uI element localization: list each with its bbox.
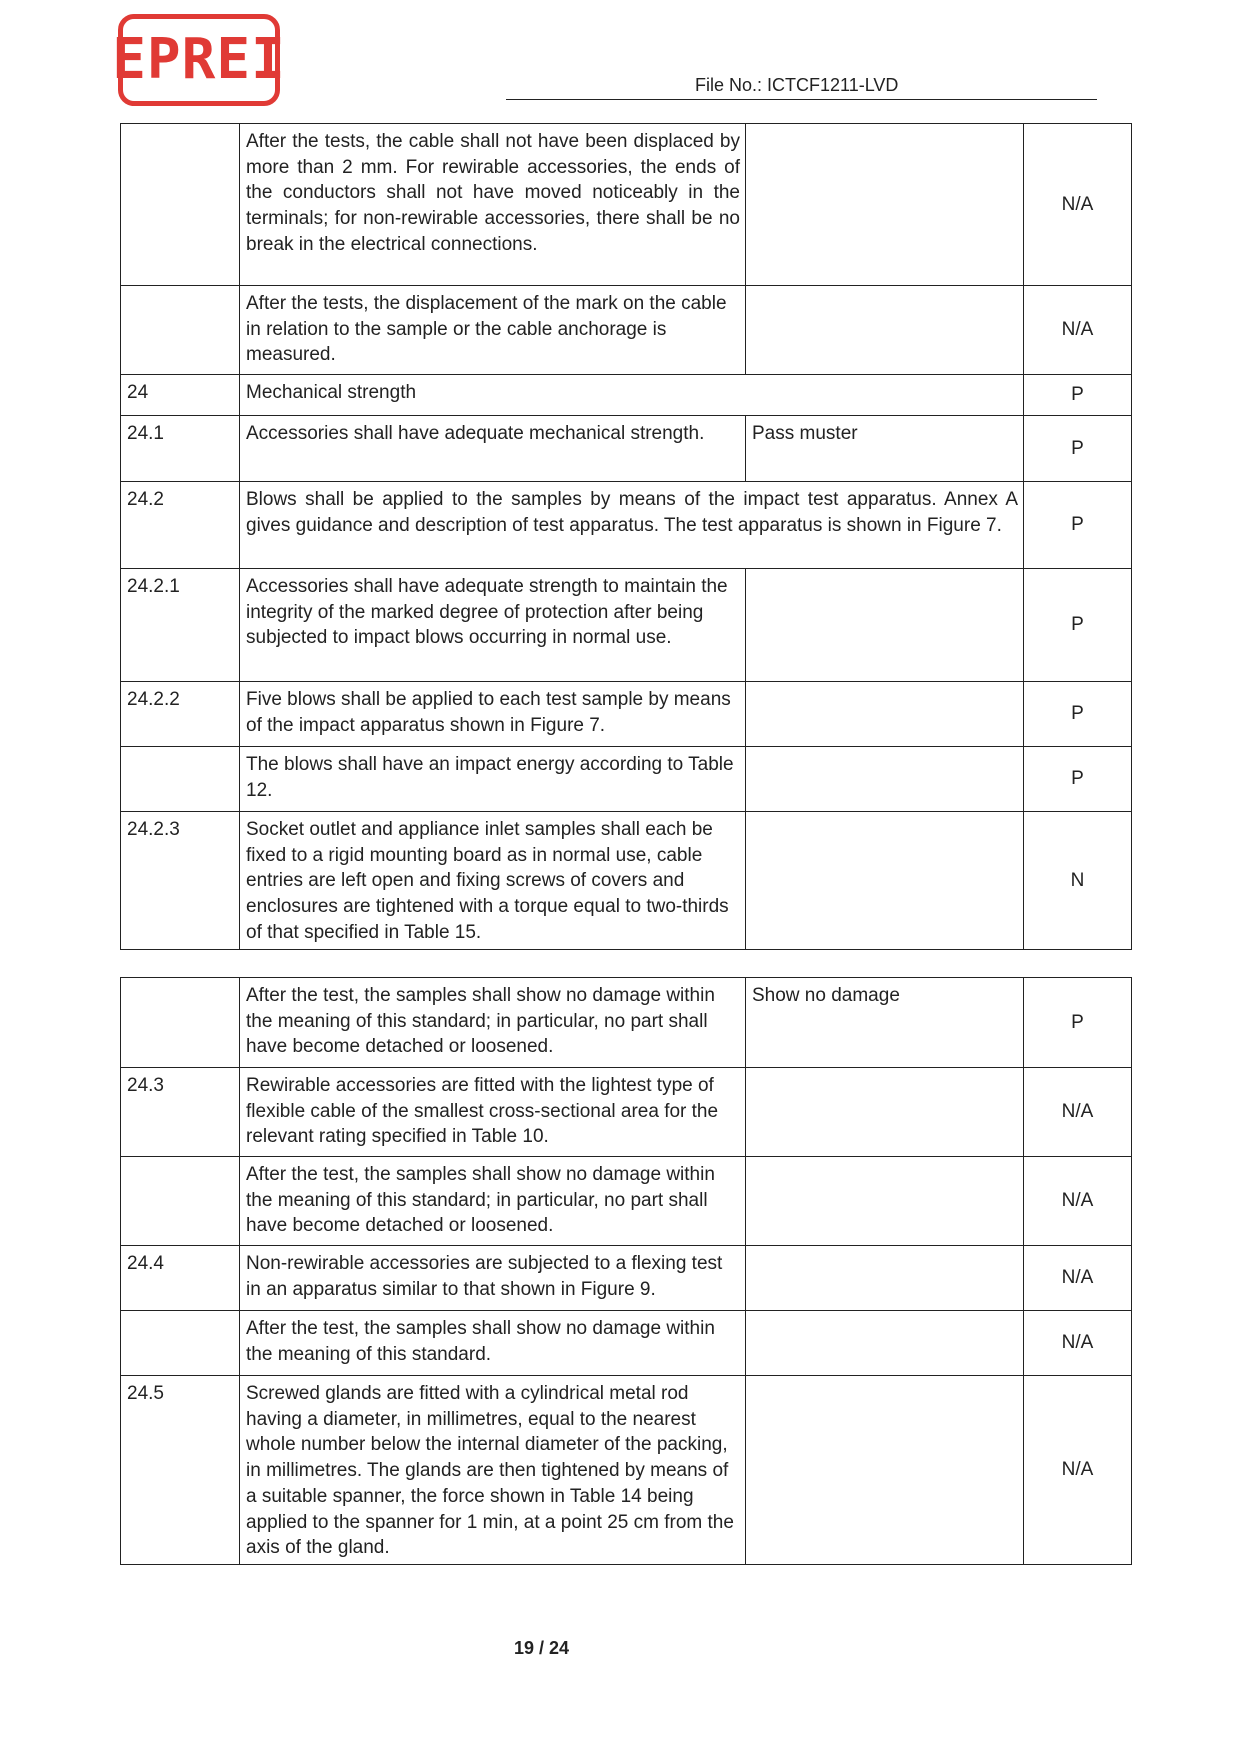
remark-cell xyxy=(746,1311,1024,1376)
verdict-cell: N/A xyxy=(1024,124,1132,286)
page-number: 19 / 24 xyxy=(513,1638,570,1658)
requirement-cell: After the tests, the displacement of the mark on the cable in relation to the sample or the cable anchorage is measured. xyxy=(240,286,746,375)
remark-cell xyxy=(746,682,1024,747)
verdict-cell: N/A xyxy=(1024,1157,1132,1246)
table-row xyxy=(121,569,1132,682)
remark-cell: Pass muster xyxy=(746,416,1024,482)
verdict-cell: P xyxy=(1024,682,1132,747)
table-row xyxy=(121,1246,1132,1311)
clause-cell xyxy=(121,1311,240,1376)
requirement-cell: Rewirable accessories are fitted with the lightest type of flexible cable of the smallest cross-sectional area for the relevant rating specified in Table 10. xyxy=(240,1068,746,1157)
file-number: File No.: ICTCF1211-LVD xyxy=(506,72,1097,100)
logo-text: EPREI xyxy=(112,27,286,92)
requirement-cell: After the tests, the cable shall not have been displaced by more than 2 mm. For rewirable accessories, the ends of the conductors shall not have moved noticeably in the terminals; for non-rewirable accessories, there shall be no break in the electrical connections. xyxy=(240,124,746,286)
table-row xyxy=(121,375,1132,416)
remark-cell xyxy=(746,1376,1024,1565)
remark-cell xyxy=(746,812,1024,950)
requirement-cell: Blows shall be applied to the samples by means of the impact test apparatus. Annex A gives guidance and description of test apparatus. The test apparatus is shown in Figure 7. xyxy=(240,482,1024,569)
clause-cell: 24.1 xyxy=(121,416,240,482)
verdict-cell: P xyxy=(1024,569,1132,682)
remark-cell xyxy=(746,286,1024,375)
verdict-cell: N xyxy=(1024,812,1132,950)
verdict-cell: P xyxy=(1024,416,1132,482)
requirement-cell: Accessories shall have adequate mechanical strength. xyxy=(240,416,746,482)
requirement-cell: Non-rewirable accessories are subjected to a flexing test in an apparatus similar to that shown in Figure 9. xyxy=(240,1246,746,1311)
verdict-cell: P xyxy=(1024,747,1132,812)
table-row xyxy=(121,1068,1132,1157)
table-row xyxy=(121,286,1132,375)
clause-cell: 24.2.3 xyxy=(121,812,240,950)
table-row xyxy=(121,124,1132,286)
requirement-cell: Socket outlet and appliance inlet samples shall each be fixed to a rigid mounting board as in normal use, cable entries are left open and fixing screws of covers and enclosures are tightened with a torque equal to two-thirds of that specified in Table 15. xyxy=(240,812,746,950)
requirement-cell: Five blows shall be applied to each test sample by means of the impact apparatus shown in Figure 7. xyxy=(240,682,746,747)
clause-cell: 24.2.1 xyxy=(121,569,240,682)
requirement-cell: After the test, the samples shall show no damage within the meaning of this standard; in particular, no part shall have become detached or loosened. xyxy=(240,978,746,1068)
verdict-cell: P xyxy=(1024,482,1132,569)
table-row xyxy=(121,978,1132,1068)
clause-cell: 24 xyxy=(121,375,240,416)
test-results-table-1 xyxy=(120,123,1132,950)
table-row xyxy=(121,1376,1132,1565)
remark-cell: Show no damage xyxy=(746,978,1024,1068)
clause-cell: 24.2.2 xyxy=(121,682,240,747)
verdict-cell: N/A xyxy=(1024,1311,1132,1376)
clause-cell xyxy=(121,124,240,286)
verdict-cell: P xyxy=(1024,375,1132,416)
test-results-table-2 xyxy=(120,977,1132,1565)
table-row xyxy=(121,1157,1132,1246)
requirement-cell: Accessories shall have adequate strength to maintain the integrity of the marked degree of protection after being subjected to impact blows occurring in normal use. xyxy=(240,569,746,682)
verdict-cell: N/A xyxy=(1024,1246,1132,1311)
requirement-cell: After the test, the samples shall show no damage within the meaning of this standard. xyxy=(240,1311,746,1376)
clause-cell: 24.4 xyxy=(121,1246,240,1311)
section-title-cell: Mechanical strength xyxy=(240,375,1024,416)
remark-cell xyxy=(746,1068,1024,1157)
clause-cell xyxy=(121,1157,240,1246)
clause-cell xyxy=(121,747,240,812)
table-row xyxy=(121,812,1132,950)
requirement-cell: After the test, the samples shall show no damage within the meaning of this standard; in particular, no part shall have become detached or loosened. xyxy=(240,1157,746,1246)
clause-cell: 24.3 xyxy=(121,1068,240,1157)
table-row xyxy=(121,747,1132,812)
clause-cell xyxy=(121,286,240,375)
verdict-cell: N/A xyxy=(1024,1068,1132,1157)
clause-cell: 24.5 xyxy=(121,1376,240,1565)
remark-cell xyxy=(746,747,1024,812)
clause-cell: 24.2 xyxy=(121,482,240,569)
table-row xyxy=(121,682,1132,747)
verdict-cell: N/A xyxy=(1024,286,1132,375)
remark-cell xyxy=(746,1246,1024,1311)
verdict-cell: P xyxy=(1024,978,1132,1068)
table-row xyxy=(121,1311,1132,1376)
table-row xyxy=(121,482,1132,569)
requirement-cell: Screwed glands are fitted with a cylindrical metal rod having a diameter, in millimetres, equal to the nearest whole number below the internal diameter of the packing, in millimetres. The glands are then tightened by means of a suitable spanner, the force shown in Table 14 being applied to the spanner for 1 min, at a point 25 cm from the axis of the gland. xyxy=(240,1376,746,1565)
company-logo xyxy=(112,14,286,106)
table-row xyxy=(121,416,1132,482)
requirement-cell: The blows shall have an impact energy according to Table 12. xyxy=(240,747,746,812)
clause-cell xyxy=(121,978,240,1068)
verdict-cell: N/A xyxy=(1024,1376,1132,1565)
remark-cell xyxy=(746,1157,1024,1246)
remark-cell xyxy=(746,124,1024,286)
remark-cell xyxy=(746,569,1024,682)
